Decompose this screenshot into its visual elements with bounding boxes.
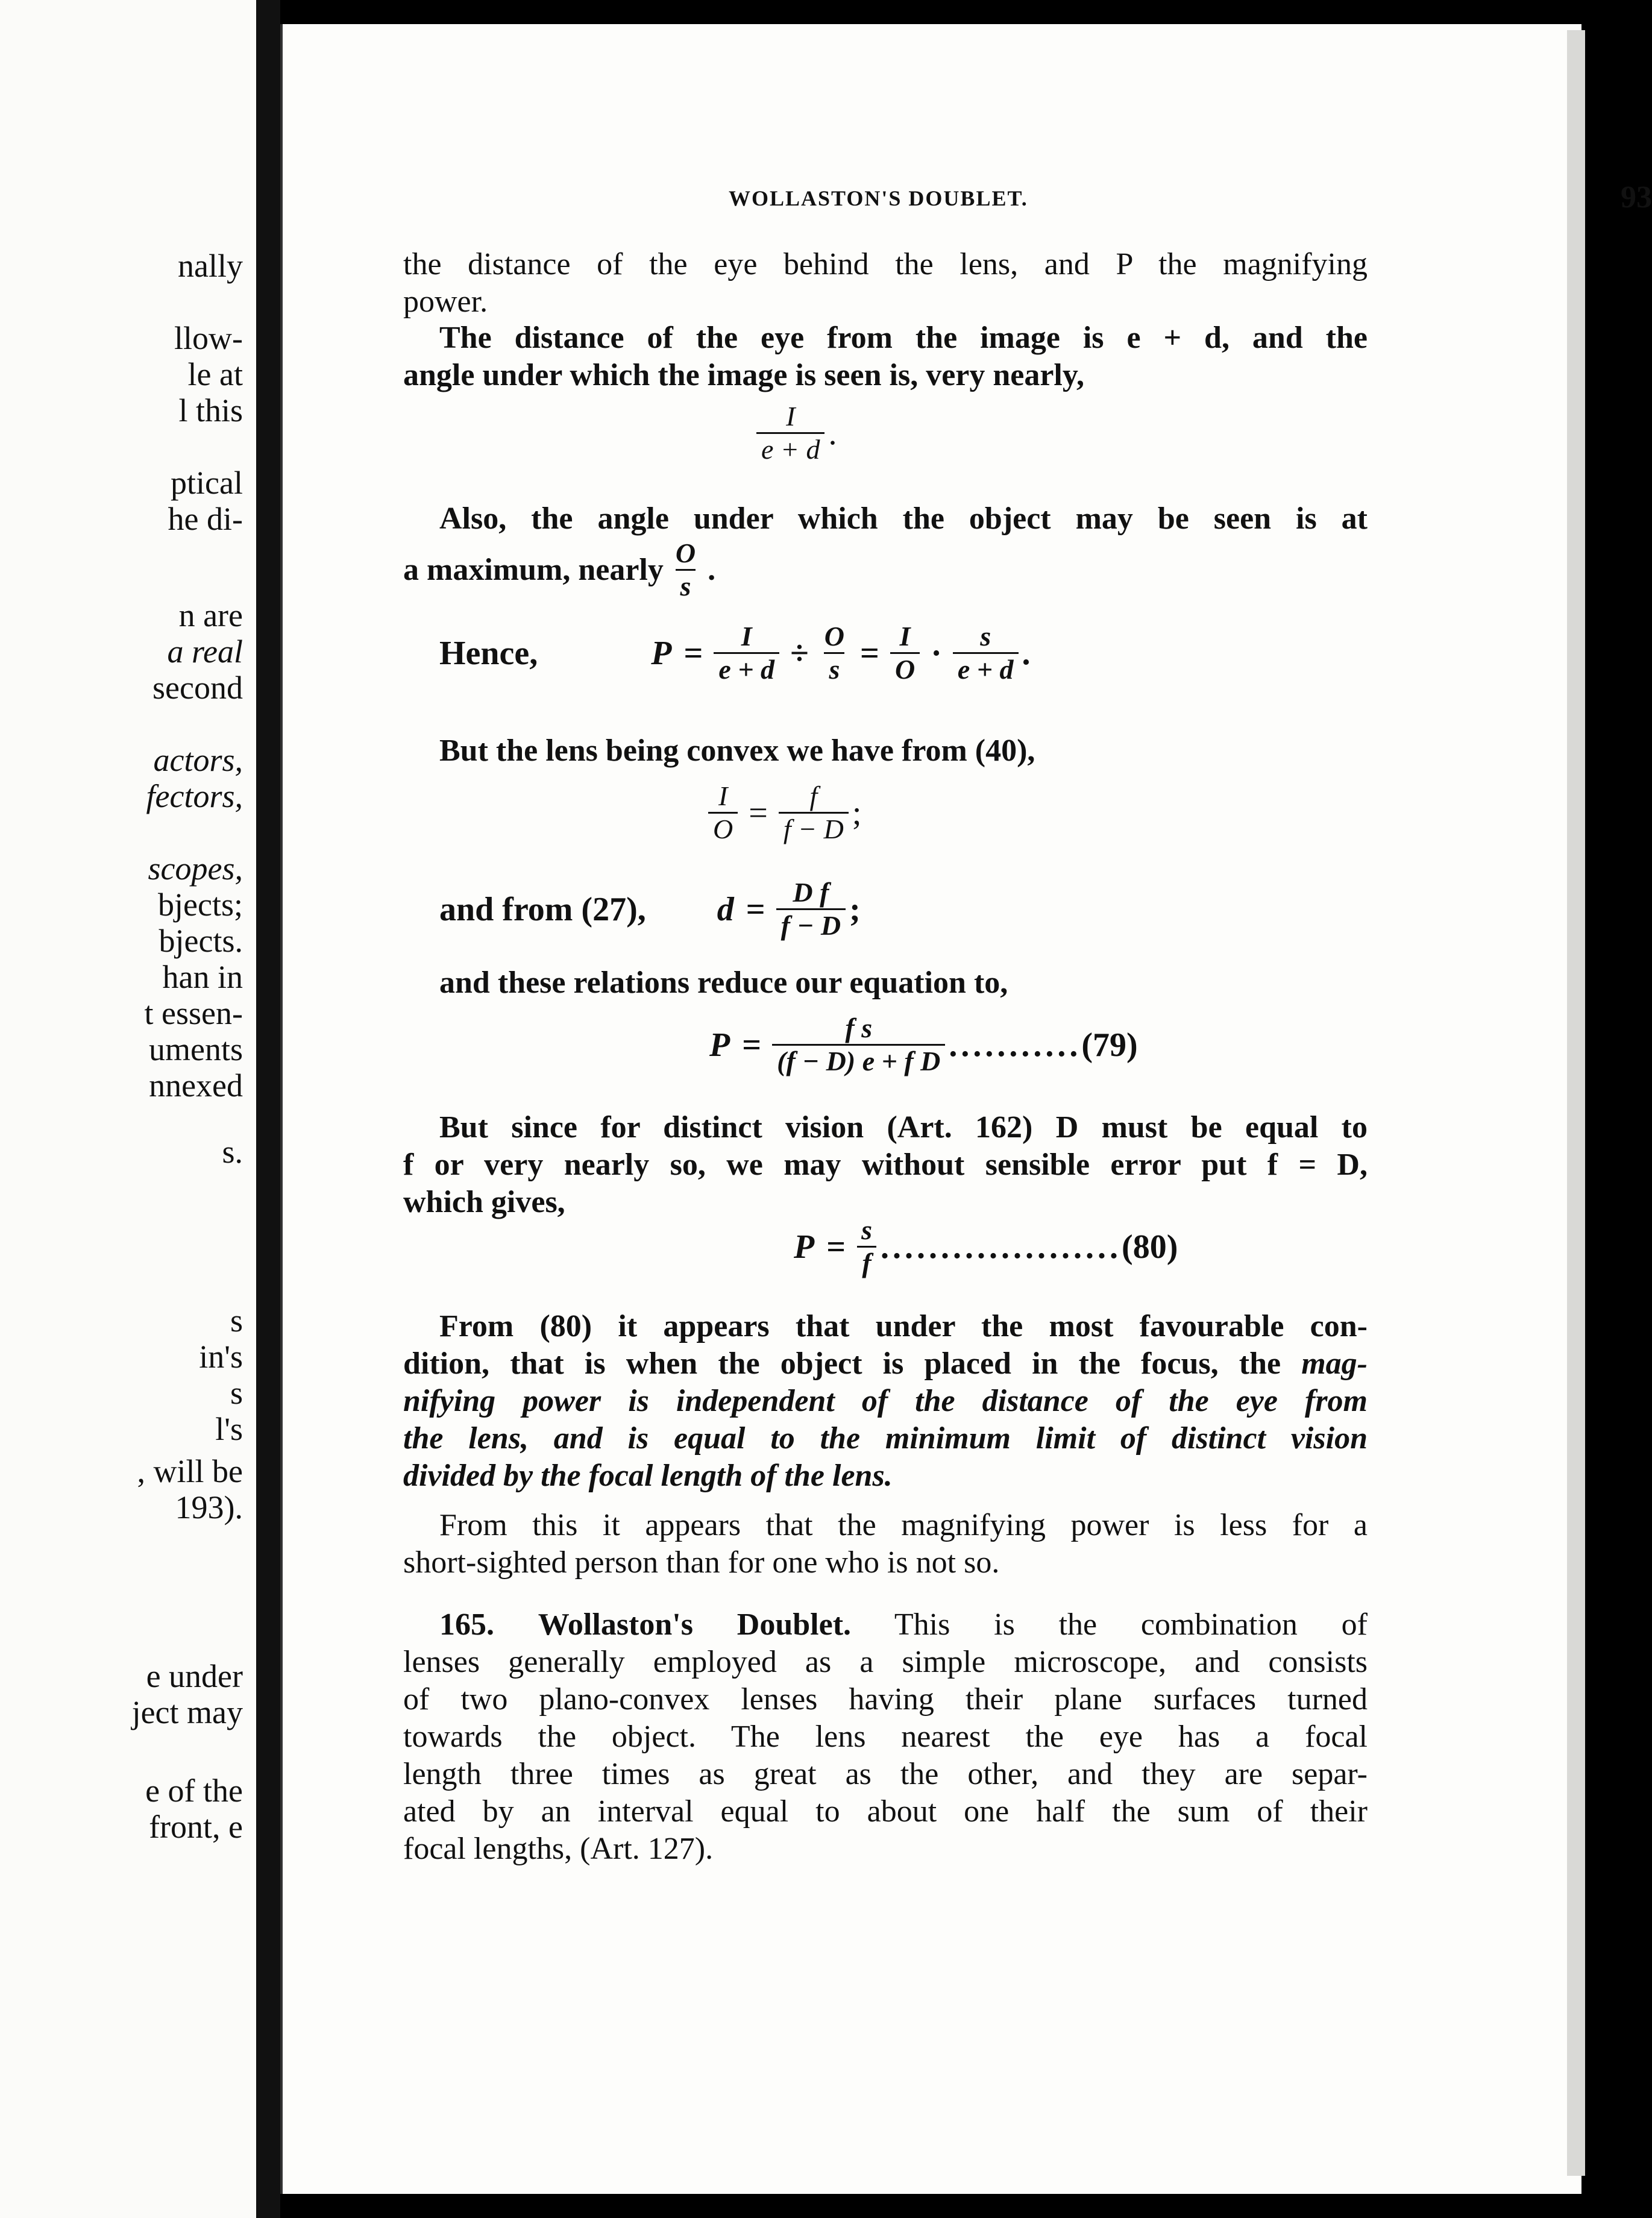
- equation-80: [789, 1214, 1178, 1279]
- left-fragment: in's: [199, 1339, 243, 1375]
- text-line: From this it appears that the magnifying power is less for a: [439, 1508, 1368, 1542]
- operator: ·: [931, 634, 942, 672]
- text-line: focal lengths, (Art. 127).: [403, 1832, 714, 1866]
- left-fragment: nally: [178, 248, 243, 284]
- operator: =: [860, 634, 879, 672]
- left-fragment: s: [230, 1375, 243, 1411]
- paragraph-2: [403, 319, 1368, 394]
- fraction: [776, 877, 846, 941]
- text-line: From (80) it appears that under the most favourable con-: [439, 1309, 1368, 1343]
- section-number: 165.: [439, 1607, 494, 1642]
- left-fragment: actors,: [153, 742, 243, 778]
- book-gutter: [256, 0, 280, 2218]
- denominator: e + d: [714, 652, 779, 685]
- punctuation: .: [1022, 634, 1031, 672]
- equation-image-angle: [753, 401, 837, 465]
- text-line: [403, 1606, 1368, 1644]
- denominator: f − D: [779, 812, 849, 845]
- fraction: [779, 781, 849, 845]
- left-fragment: l this: [178, 392, 243, 429]
- left-fragment: scopes,: [148, 850, 243, 887]
- text-segment: mag-: [1301, 1346, 1368, 1381]
- text-line: But the lens being convex we have from (40),: [439, 734, 1035, 768]
- section-heading: Wollaston's Doublet.: [538, 1607, 852, 1642]
- denominator: f: [857, 1246, 876, 1279]
- denominator: f − D: [776, 908, 846, 941]
- leader-dots: ...........: [949, 1026, 1082, 1064]
- left-fragment: t essen-: [144, 995, 243, 1031]
- left-fragment: 193).: [175, 1489, 243, 1525]
- text-line: the lens, and is equal to the minimum limit of distinct vision: [403, 1421, 1368, 1456]
- left-fragment: ptical: [171, 465, 243, 501]
- left-fragment: , will be: [137, 1453, 243, 1489]
- equation-label: and from (27),: [439, 890, 646, 928]
- left-fragment: le at: [187, 356, 243, 392]
- fraction: [820, 621, 849, 685]
- left-fragment: l's: [215, 1411, 243, 1447]
- text-line: ated by an interval equal to about one half the sum of their: [403, 1794, 1368, 1829]
- text-line: But since for distinct vision (Art. 162) D must be equal to: [439, 1110, 1368, 1145]
- fraction: [856, 1214, 877, 1279]
- leader-dots: ....................: [881, 1228, 1122, 1266]
- text-line: length three times as great as the other, and they are separ-: [403, 1757, 1368, 1791]
- left-fragment: he di-: [168, 501, 243, 537]
- symbol: P: [794, 1228, 815, 1266]
- numerator: I: [899, 621, 911, 652]
- right-page: [280, 24, 1652, 2194]
- equation-40: [705, 781, 861, 845]
- denominator: (f − D) e + f D: [772, 1044, 945, 1077]
- denominator: O: [890, 652, 920, 685]
- operator: ÷: [790, 634, 809, 672]
- symbol: P: [709, 1026, 730, 1064]
- text-line: which gives,: [403, 1185, 565, 1219]
- operator: =: [742, 1026, 762, 1064]
- text-line: lenses generally employed as a simple microscope, and consists: [403, 1645, 1368, 1679]
- left-fragment: bjects;: [158, 887, 243, 923]
- numerator: I: [741, 621, 752, 652]
- left-fragment: bjects.: [159, 923, 243, 959]
- operator: =: [749, 794, 768, 832]
- numerator: O: [824, 621, 845, 652]
- left-fragment: a real: [167, 633, 243, 670]
- text-line: towards the object. The lens nearest the eye has a focal: [403, 1720, 1368, 1754]
- paragraph-7: [403, 1308, 1368, 1495]
- numerator: f: [809, 781, 818, 811]
- left-fragment: llow-: [174, 320, 243, 356]
- punctuation: .: [828, 414, 837, 452]
- denominator: e + d: [756, 432, 824, 465]
- denominator: O: [708, 812, 738, 845]
- text-line: of two plano-convex lenses having their plane surfaces turned: [403, 1682, 1368, 1717]
- page-edge: [1567, 30, 1585, 2176]
- text-line: and these relations reduce our equation to,: [439, 966, 1008, 1000]
- numerator: I: [786, 401, 796, 432]
- text-line: angle under which the image is seen is, very nearly,: [403, 358, 1085, 392]
- left-fragment: uments: [149, 1031, 243, 1067]
- text-line: divided by the focal length of the lens.: [403, 1459, 893, 1493]
- left-fragment: nnexed: [149, 1067, 243, 1104]
- text-line: the distance of the eye behind the lens, and P the magnifying: [403, 247, 1368, 281]
- numerator: O: [675, 538, 696, 568]
- operator: =: [746, 890, 765, 928]
- paragraph-4: [403, 732, 1368, 770]
- equation-label: Hence,: [439, 634, 538, 672]
- text-line: [403, 538, 1368, 602]
- fraction: [756, 401, 824, 465]
- operator: =: [683, 634, 703, 672]
- left-fragment: ject may: [131, 1694, 243, 1730]
- fraction: [708, 781, 738, 845]
- paragraph-5: [403, 964, 1368, 1002]
- text-line: nifying power is independent of the distance of the eye from: [403, 1384, 1368, 1418]
- punctuation: ;: [852, 794, 862, 832]
- text-line: f or very nearly so, we may without sensible error put f = D,: [403, 1148, 1368, 1182]
- running-head: WOLLASTON'S DOUBLET.: [729, 186, 1028, 210]
- left-fragment: e of the: [145, 1773, 243, 1809]
- left-page: [0, 0, 258, 2218]
- fraction: [714, 621, 779, 685]
- page-number: 93: [1621, 180, 1652, 215]
- fraction: [890, 621, 920, 685]
- left-fragment: s: [230, 1302, 243, 1339]
- text-segment: This is the combination of: [894, 1607, 1368, 1642]
- equation-number: (80): [1122, 1228, 1178, 1266]
- equation-79: [705, 1013, 1138, 1077]
- fraction: [671, 538, 700, 602]
- denominator: e + d: [953, 652, 1019, 685]
- paragraph-1: [403, 246, 1368, 321]
- left-fragment: n are: [178, 597, 243, 633]
- symbol: d: [717, 890, 734, 928]
- paragraph-6: [403, 1109, 1368, 1221]
- numerator: f s: [845, 1013, 873, 1043]
- operator: =: [826, 1228, 846, 1266]
- text-line: Also, the angle under which the object may be seen is at: [439, 501, 1368, 536]
- left-fragment: front, e: [149, 1809, 243, 1845]
- symbol: P: [651, 634, 672, 672]
- text-line: power.: [403, 284, 488, 319]
- text-line: short-sighted person than for one who is not so.: [403, 1545, 1000, 1580]
- numerator: s: [980, 621, 991, 652]
- numerator: s: [861, 1214, 873, 1245]
- paragraph-9: [403, 1606, 1368, 1868]
- fraction: [953, 621, 1019, 685]
- paragraph-3: [403, 500, 1368, 602]
- left-fragment: han in: [162, 959, 243, 995]
- equation-27: [439, 877, 861, 941]
- denominator: s: [676, 569, 696, 602]
- equation-number: (79): [1081, 1026, 1138, 1064]
- text-segment: a maximum, nearly: [403, 552, 664, 587]
- numerator: I: [718, 781, 728, 811]
- left-fragment: e under: [146, 1658, 243, 1694]
- numerator: D f: [793, 877, 829, 908]
- punctuation: ;: [849, 890, 861, 928]
- text-line: The distance of the eye from the image is e + d, and the: [439, 321, 1368, 355]
- left-fragment: second: [152, 670, 243, 706]
- text-segment: dition, that is when the object is placed in the focus, the: [403, 1346, 1281, 1381]
- left-fragment: s.: [222, 1134, 243, 1170]
- text-line: [403, 1345, 1368, 1383]
- left-fragment: fectors,: [146, 778, 243, 814]
- fraction: [772, 1013, 945, 1077]
- equation-hence: [439, 621, 1031, 685]
- denominator: s: [824, 652, 844, 685]
- punctuation: .: [708, 552, 716, 587]
- paragraph-8: [403, 1507, 1368, 1582]
